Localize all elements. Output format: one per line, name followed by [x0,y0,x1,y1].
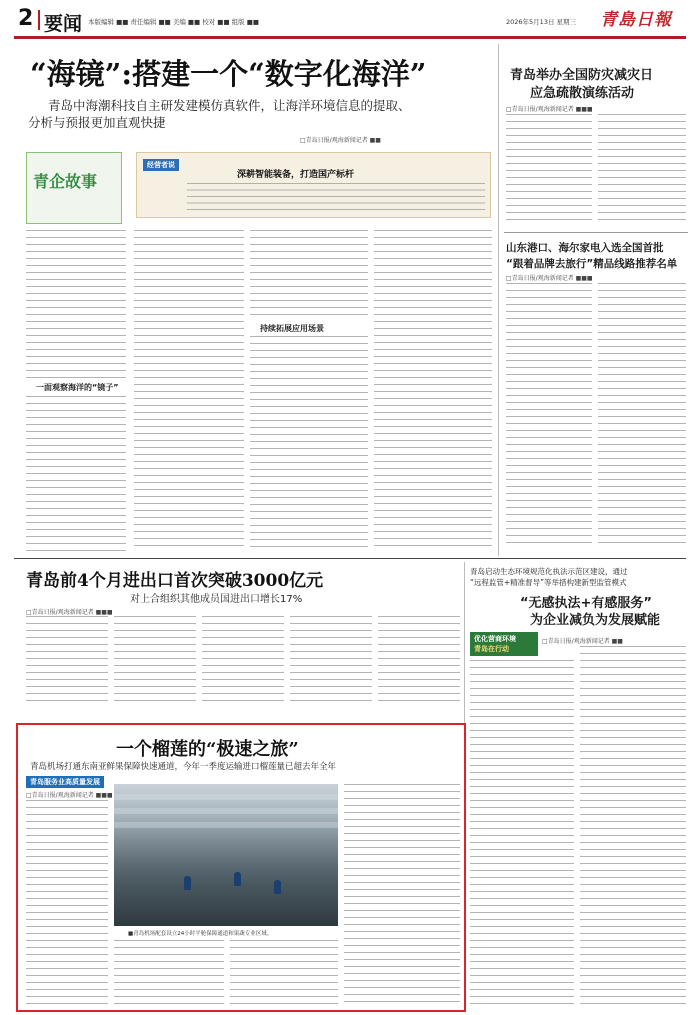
worker-figure [274,880,281,894]
page-header [0,0,700,40]
expert-box [136,152,491,218]
durian-col-2 [114,940,224,1008]
durian-badge: 青岛服务业高质量发展 [26,776,104,788]
durian-col-3 [230,940,338,1008]
trade-byline: □青岛日报/观海新闻记者 ■■■ [26,609,113,616]
brand-col-2 [598,283,686,548]
drill-headline-1: 青岛举办全国防灾减灾日 [510,68,654,83]
enf-col-2 [580,646,686,1010]
drill-col-1 [506,114,592,224]
photo-caption: ■青岛机场配套设立24小时平舱保障通道和果蔬专业区域。 [128,931,273,937]
lead-badge [26,152,122,224]
enf-byline: □青岛日报/观海新闻记者 ■■ [542,638,623,645]
enf-badge [470,632,538,656]
issue-date: 2026年5月13日 星期三 [506,18,577,26]
enf-intro-1: 青岛启动生态环境规范化执法示范区建设，通过 [470,567,628,576]
drill-headline-2: 应急疏散演练活动 [530,86,635,101]
trade-headline: 青岛前4个月进出口首次突破3000亿元 [26,571,324,591]
lead-col-2 [134,230,244,550]
mid-divider [14,558,686,559]
worker-figure [234,872,241,886]
brand-col-1 [506,283,592,548]
enf-badge-1: 优化营商环境 [474,635,516,643]
trade-subtitle: 对上合组织其他成员国进出口增长17% [130,594,303,605]
trade-col-1 [26,616,108,706]
expert-box-text [187,183,485,215]
enf-headline-2: 为企业减负为发展赋能 [530,613,661,628]
trade-col-3 [202,616,284,706]
durian-headline: 一个榴莲的“极速之旅” [116,739,299,760]
lead-subtitle-1: 青岛中海潮科技自主研发建模仿真软件，让海洋环境信息的提取、 [48,98,411,113]
editor-credits: 本版编辑 ■■ 责任编辑 ■■ 美编 ■■ 校对 ■■ 组版 ■■ [88,18,260,26]
brand-byline: □青岛日报/观海新闻记者 ■■■ [506,275,593,282]
lead-subhead-1: 一面观察海洋的“镜子” [36,383,119,392]
enf-col-1 [470,660,574,1010]
expert-box-title: 深耕智能装备，打造国产标杆 [237,170,355,180]
airport-cargo-photo [114,784,338,926]
lead-col-3b [250,336,368,550]
worker-figure [184,876,191,890]
lead-subhead-2: 持续拓展应用场景 [260,324,324,333]
lead-col-1 [26,230,126,380]
durian-col-1 [26,800,108,1005]
durian-subtitle: 青岛机场打通东南亚鲜果保障快速通道，今年一季度运输进口榴莲量已超去年全年 [30,762,337,772]
durian-col-4 [344,784,460,1008]
drill-bottom-rule [504,232,688,233]
lead-col-4 [374,230,492,550]
lead-subtitle-2: 分析与预报更加直观快捷 [28,115,166,130]
lead-col-3a [250,230,368,320]
trade-col-5 [378,616,460,706]
trade-col-2 [114,616,196,706]
lead-col-1b [26,396,126,551]
lead-badge-text: 青企故事 [33,172,98,191]
enf-badge-2: 青岛在行动 [474,645,509,653]
brand-headline-1: 山东港口、海尔家电入选全国首批 [506,242,664,254]
header-divider [38,10,40,30]
header-rule [14,36,686,39]
enf-intro-2: “远程监管+精准督导”等举措构建新型监管模式 [470,578,627,587]
enf-headline-1: “无感执法+有感服务” [520,596,652,611]
section-name: 要闻 [44,13,83,35]
page-number: 2 [18,6,34,31]
lead-byline: □青岛日报/观海新闻记者 ■■ [300,137,381,144]
expert-box-label: 经营者说 [143,159,179,171]
trade-col-4 [290,616,372,706]
column-divider [498,44,499,556]
drill-byline: □青岛日报/观海新闻记者 ■■■ [506,106,593,113]
drill-col-2 [598,114,686,224]
durian-byline: □青岛日报/观海新闻记者 ■■■ [26,792,113,799]
lead-headline: “海镜”:搭建一个“数字化海洋” [30,57,427,91]
newspaper-logo: 青島日報 [600,10,672,30]
brand-headline-2: “跟着品牌去旅行”精品线路推荐名单 [506,258,678,270]
